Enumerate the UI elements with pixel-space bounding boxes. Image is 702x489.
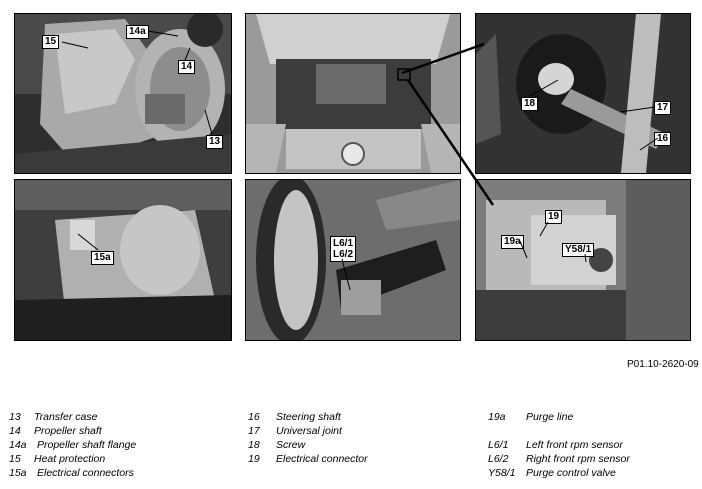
callout-y58-1: Y58/1 xyxy=(562,243,594,257)
callout-14a: 14a xyxy=(126,25,149,39)
legend-item: 15a Electrical connectors xyxy=(9,467,134,479)
callout-l6-labels xyxy=(330,236,356,262)
legend-column-2 xyxy=(248,411,468,467)
legend-item: L6/2 Right front rpm sensor xyxy=(488,453,630,465)
legend-item: 15 Heat protection xyxy=(9,453,106,465)
legend-item: Y58/1 Purge control valve xyxy=(488,467,616,479)
photo-transfer-case-connectors xyxy=(14,179,232,341)
legend-item: 17 Universal joint xyxy=(248,425,342,437)
figure-reference: P01.10-2620-09 xyxy=(627,359,699,370)
callout-19a: 19a xyxy=(501,235,524,249)
legend-item: 16 Steering shaft xyxy=(248,411,341,423)
legend-item: 14 Propeller shaft xyxy=(9,425,102,437)
callout-15a: 15a xyxy=(91,251,114,265)
photo-purge-valve xyxy=(475,179,691,341)
callout-l6-1: L6/1 xyxy=(333,238,354,249)
callout-18: 18 xyxy=(521,97,538,111)
callout-16: 16 xyxy=(654,132,671,146)
callout-17: 17 xyxy=(654,101,671,115)
photo-engine-bay xyxy=(245,13,461,174)
legend-spacer xyxy=(488,425,698,439)
legend-column-1 xyxy=(9,411,239,481)
callout-13: 13 xyxy=(206,135,223,149)
legend-item: L6/1 Left front rpm sensor xyxy=(488,439,623,451)
callout-l6-2: L6/2 xyxy=(333,249,354,260)
callout-19: 19 xyxy=(545,210,562,224)
callout-14: 14 xyxy=(178,60,195,74)
legend-column-3 xyxy=(488,411,698,481)
legend-item: 19a Purge line xyxy=(488,411,574,423)
legend-item: 19 Electrical connector xyxy=(248,453,368,465)
photo-steering-shaft xyxy=(475,13,691,174)
callout-15: 15 xyxy=(42,35,59,49)
legend-item: 13 Transfer case xyxy=(9,411,98,423)
legend-item: 18 Screw xyxy=(248,439,306,451)
legend-item: 14a Propeller shaft flange xyxy=(9,439,137,451)
